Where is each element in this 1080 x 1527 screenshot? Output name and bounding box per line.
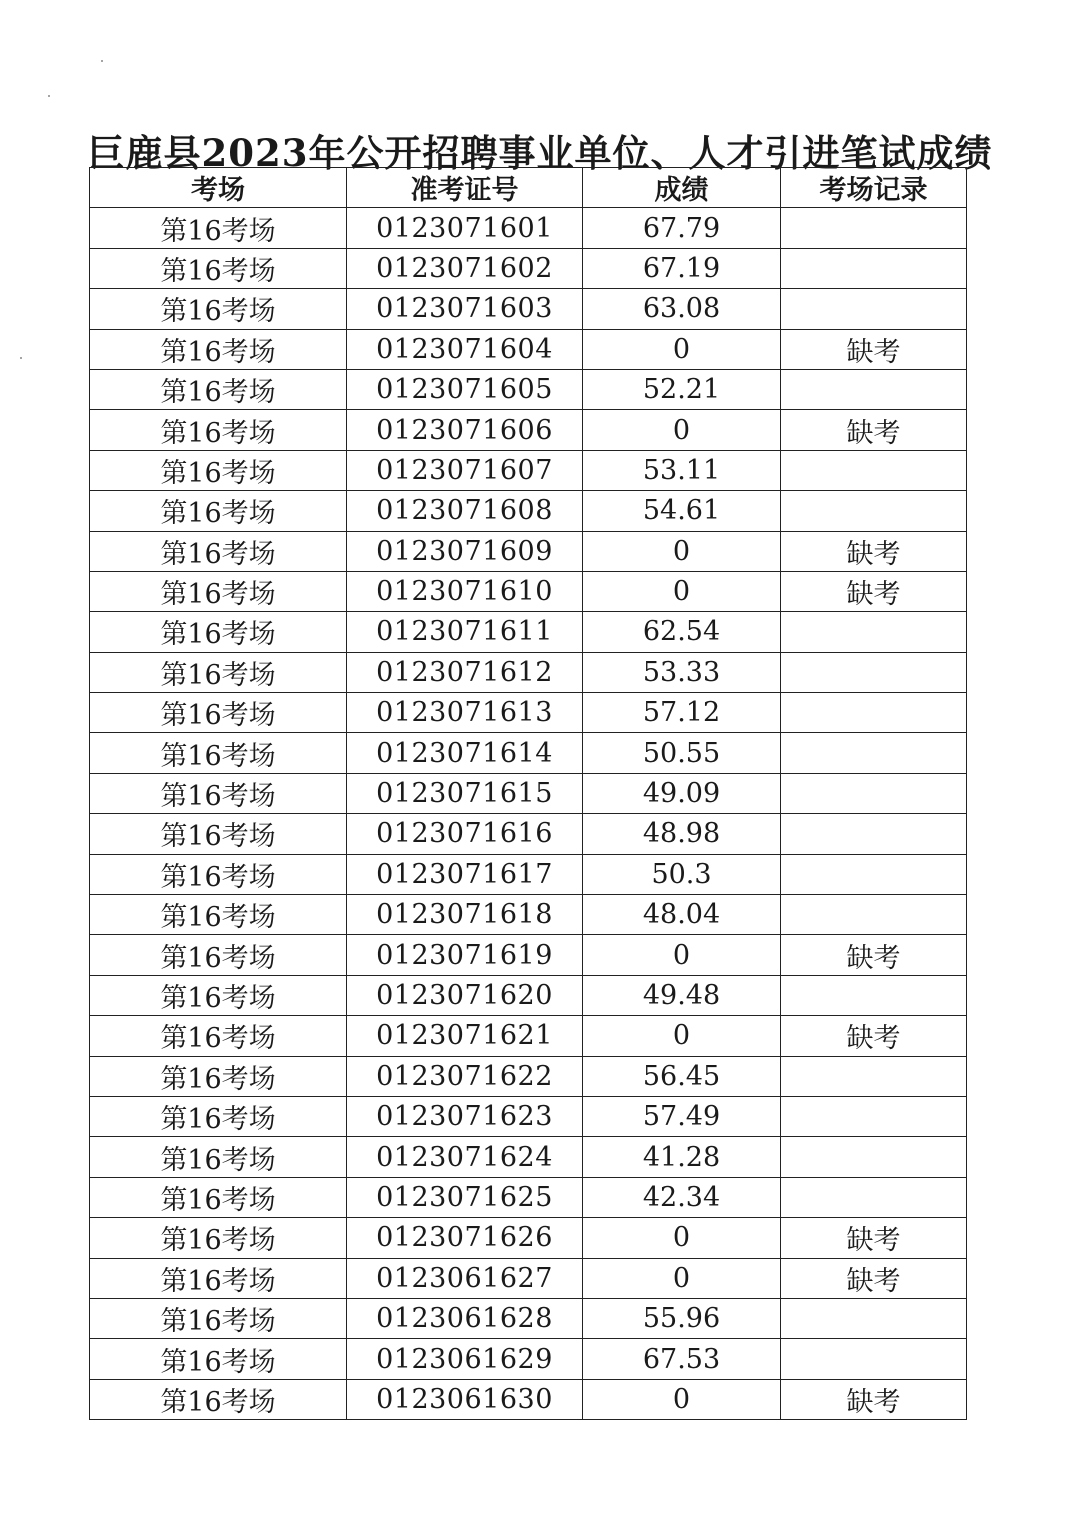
exam-room-cell: 第16考场: [90, 652, 347, 692]
ticket-number-cell: 0123071602: [347, 248, 583, 288]
table-row: [90, 531, 967, 571]
score-cell: 41.28: [583, 1137, 781, 1177]
exam-record-cell: [781, 1339, 967, 1379]
table-row: [90, 1177, 967, 1217]
score-table: [89, 167, 967, 1420]
exam-record-cell: [781, 612, 967, 652]
exam-record-cell: [781, 975, 967, 1015]
exam-record-cell: 缺考: [781, 1016, 967, 1056]
table-row: [90, 450, 967, 490]
exam-room-cell: 第16考场: [90, 1137, 347, 1177]
ticket-number-cell: 0123061630: [347, 1379, 583, 1419]
ticket-number-cell: 0123071615: [347, 773, 583, 813]
exam-record-cell: 缺考: [781, 531, 967, 571]
table-row: [90, 1379, 967, 1419]
exam-room-cell: 第16考场: [90, 1056, 347, 1096]
score-cell: 56.45: [583, 1056, 781, 1096]
exam-room-cell: 第16考场: [90, 1258, 347, 1298]
page-title: 巨鹿县2023年公开招聘事业单位、人才引进笔试成绩: [87, 130, 993, 175]
exam-record-cell: [781, 1298, 967, 1338]
table-row: [90, 1218, 967, 1258]
exam-record-cell: [781, 289, 967, 329]
table-row: [90, 1258, 967, 1298]
exam-room-cell: 第16考场: [90, 450, 347, 490]
exam-room-cell: 第16考场: [90, 248, 347, 288]
table-row: [90, 733, 967, 773]
exam-record-cell: [781, 652, 967, 692]
exam-record-cell: 缺考: [781, 329, 967, 369]
ticket-number-cell: 0123071619: [347, 935, 583, 975]
score-cell: 54.61: [583, 491, 781, 531]
score-cell: 52.21: [583, 369, 781, 409]
exam-room-cell: 第16考场: [90, 935, 347, 975]
table-row: [90, 248, 967, 288]
ticket-number-cell: 0123071624: [347, 1137, 583, 1177]
exam-record-cell: [781, 491, 967, 531]
exam-room-cell: 第16考场: [90, 975, 347, 1015]
header-exam-room: 考场: [90, 168, 347, 208]
score-cell: 48.04: [583, 895, 781, 935]
table-row: [90, 612, 967, 652]
table-row: [90, 1016, 967, 1056]
score-cell: 62.54: [583, 612, 781, 652]
score-cell: 67.79: [583, 208, 781, 248]
exam-room-cell: 第16考场: [90, 1096, 347, 1136]
exam-record-cell: 缺考: [781, 1379, 967, 1419]
score-cell: 42.34: [583, 1177, 781, 1217]
exam-room-cell: 第16考场: [90, 733, 347, 773]
score-cell: 57.12: [583, 693, 781, 733]
table-header: [90, 168, 967, 208]
table-row: [90, 693, 967, 733]
exam-room-cell: 第16考场: [90, 491, 347, 531]
table-row: [90, 773, 967, 813]
ticket-number-cell: 0123071606: [347, 410, 583, 450]
ticket-number-cell: 0123071623: [347, 1096, 583, 1136]
score-cell: 49.48: [583, 975, 781, 1015]
scan-speck: [48, 95, 50, 97]
exam-room-cell: 第16考场: [90, 1177, 347, 1217]
exam-record-cell: [781, 733, 967, 773]
ticket-number-cell: 0123071614: [347, 733, 583, 773]
table-body: [90, 208, 967, 1420]
exam-room-cell: 第16考场: [90, 1298, 347, 1338]
exam-record-cell: [781, 773, 967, 813]
exam-record-cell: [781, 895, 967, 935]
exam-record-cell: [781, 1177, 967, 1217]
ticket-number-cell: 0123071622: [347, 1056, 583, 1096]
score-cell: 0: [583, 571, 781, 611]
score-cell: 0: [583, 1258, 781, 1298]
exam-room-cell: 第16考场: [90, 1379, 347, 1419]
ticket-number-cell: 0123071601: [347, 208, 583, 248]
header-row: [90, 168, 967, 208]
exam-record-cell: [781, 248, 967, 288]
ticket-number-cell: 0123071608: [347, 491, 583, 531]
exam-record-cell: 缺考: [781, 410, 967, 450]
ticket-number-cell: 0123071612: [347, 652, 583, 692]
exam-room-cell: 第16考场: [90, 289, 347, 329]
exam-record-cell: [781, 369, 967, 409]
table-row: [90, 975, 967, 1015]
ticket-number-cell: 0123071620: [347, 975, 583, 1015]
exam-record-cell: 缺考: [781, 935, 967, 975]
scan-speck: [20, 357, 22, 359]
score-cell: 53.11: [583, 450, 781, 490]
table-row: [90, 208, 967, 248]
ticket-number-cell: 0123071626: [347, 1218, 583, 1258]
score-cell: 49.09: [583, 773, 781, 813]
score-cell: 50.3: [583, 854, 781, 894]
table-row: [90, 1298, 967, 1338]
header-ticket-number: 准考证号: [347, 168, 583, 208]
exam-room-cell: 第16考场: [90, 814, 347, 854]
ticket-number-cell: 0123071625: [347, 1177, 583, 1217]
score-cell: 50.55: [583, 733, 781, 773]
exam-record-cell: [781, 1056, 967, 1096]
ticket-number-cell: 0123071609: [347, 531, 583, 571]
ticket-number-cell: 0123071605: [347, 369, 583, 409]
ticket-number-cell: 0123071618: [347, 895, 583, 935]
exam-record-cell: 缺考: [781, 1218, 967, 1258]
exam-record-cell: [781, 814, 967, 854]
exam-room-cell: 第16考场: [90, 571, 347, 611]
ticket-number-cell: 0123061627: [347, 1258, 583, 1298]
exam-record-cell: [781, 450, 967, 490]
ticket-number-cell: 0123061629: [347, 1339, 583, 1379]
exam-room-cell: 第16考场: [90, 329, 347, 369]
score-cell: 0: [583, 935, 781, 975]
ticket-number-cell: 0123071607: [347, 450, 583, 490]
table-row: [90, 814, 967, 854]
ticket-number-cell: 0123071604: [347, 329, 583, 369]
ticket-number-cell: 0123071610: [347, 571, 583, 611]
exam-room-cell: 第16考场: [90, 410, 347, 450]
ticket-number-cell: 0123061628: [347, 1298, 583, 1338]
table-row: [90, 369, 967, 409]
score-cell: 0: [583, 329, 781, 369]
score-cell: 55.96: [583, 1298, 781, 1338]
score-cell: 0: [583, 1016, 781, 1056]
exam-room-cell: 第16考场: [90, 693, 347, 733]
header-exam-record: 考场记录: [781, 168, 967, 208]
score-cell: 57.49: [583, 1096, 781, 1136]
score-cell: 0: [583, 1379, 781, 1419]
exam-record-cell: [781, 693, 967, 733]
exam-room-cell: 第16考场: [90, 1339, 347, 1379]
exam-room-cell: 第16考场: [90, 208, 347, 248]
table-row: [90, 1339, 967, 1379]
table-row: [90, 854, 967, 894]
table-row: [90, 571, 967, 611]
score-cell: 53.33: [583, 652, 781, 692]
table-row: [90, 652, 967, 692]
exam-record-cell: [781, 208, 967, 248]
ticket-number-cell: 0123071617: [347, 854, 583, 894]
exam-record-cell: 缺考: [781, 1258, 967, 1298]
table-row: [90, 410, 967, 450]
scan-speck: [101, 60, 103, 62]
exam-room-cell: 第16考场: [90, 895, 347, 935]
table-row: [90, 1096, 967, 1136]
score-cell: 0: [583, 410, 781, 450]
ticket-number-cell: 0123071603: [347, 289, 583, 329]
exam-record-cell: [781, 854, 967, 894]
table-row: [90, 491, 967, 531]
ticket-number-cell: 0123071611: [347, 612, 583, 652]
exam-room-cell: 第16考场: [90, 369, 347, 409]
exam-room-cell: 第16考场: [90, 612, 347, 652]
exam-record-cell: [781, 1137, 967, 1177]
score-cell: 63.08: [583, 289, 781, 329]
score-cell: 0: [583, 1218, 781, 1258]
header-score: 成绩: [583, 168, 781, 208]
table-row: [90, 935, 967, 975]
exam-room-cell: 第16考场: [90, 1218, 347, 1258]
exam-record-cell: [781, 1096, 967, 1136]
table-row: [90, 895, 967, 935]
table-row: [90, 1137, 967, 1177]
table-row: [90, 329, 967, 369]
score-cell: 67.19: [583, 248, 781, 288]
ticket-number-cell: 0123071613: [347, 693, 583, 733]
exam-room-cell: 第16考场: [90, 531, 347, 571]
ticket-number-cell: 0123071616: [347, 814, 583, 854]
ticket-number-cell: 0123071621: [347, 1016, 583, 1056]
score-cell: 0: [583, 531, 781, 571]
score-cell: 48.98: [583, 814, 781, 854]
table-row: [90, 289, 967, 329]
exam-record-cell: 缺考: [781, 571, 967, 611]
exam-room-cell: 第16考场: [90, 773, 347, 813]
score-cell: 67.53: [583, 1339, 781, 1379]
table-row: [90, 1056, 967, 1096]
exam-room-cell: 第16考场: [90, 1016, 347, 1056]
exam-room-cell: 第16考场: [90, 854, 347, 894]
